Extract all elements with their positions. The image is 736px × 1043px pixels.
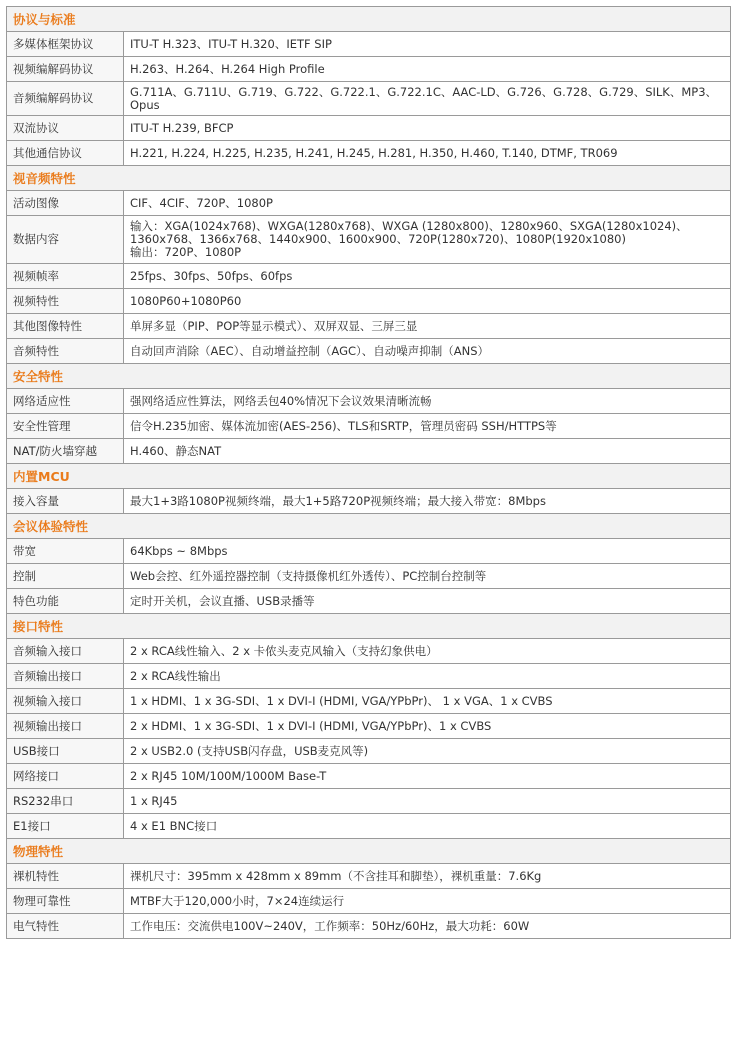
- spec-label: 音频输出接口: [7, 664, 124, 689]
- spec-value: [124, 914, 731, 939]
- spec-value-line: 25fps、30fps、50fps、60fps: [130, 268, 293, 283]
- spec-value: [124, 689, 731, 714]
- spec-value-line: 2 x USB2.0 (支持USB闪存盘，USB麦克风等): [130, 743, 369, 758]
- spec-value-line: 1360x768、1366x768、1440x900、1600x900、720P(1280x720)、1080P(1920x1080): [130, 232, 626, 246]
- spec-label: 网络接口: [7, 764, 124, 789]
- spec-label: 视频帧率: [7, 264, 124, 289]
- spec-value: [124, 764, 731, 789]
- spec-value: [124, 116, 731, 141]
- spec-row: [7, 216, 731, 264]
- spec-label: 电气特性: [7, 914, 124, 939]
- spec-value-line: 2 x RCA线性输出: [130, 668, 221, 683]
- spec-label: USB接口: [7, 739, 124, 764]
- spec-label: 音频特性: [7, 339, 124, 364]
- spec-value-line: 2 x RJ45 10M/100M/1000M Base-T: [130, 768, 327, 783]
- spec-value: [124, 389, 731, 414]
- section-header: [7, 166, 731, 191]
- spec-row: [7, 289, 731, 314]
- section-title: 物理特性: [7, 839, 731, 864]
- spec-table-body: [7, 7, 731, 939]
- spec-label: 音频输入接口: [7, 639, 124, 664]
- section-header: [7, 514, 731, 539]
- spec-value-line: H.263、H.264、H.264 High Profile: [130, 61, 325, 76]
- spec-row: [7, 489, 731, 514]
- spec-row: [7, 739, 731, 764]
- spec-value-line: Opus: [130, 97, 160, 112]
- spec-row: [7, 764, 731, 789]
- spec-value: [124, 714, 731, 739]
- spec-value: [124, 314, 731, 339]
- spec-row: [7, 82, 731, 116]
- spec-value: [124, 191, 731, 216]
- spec-value-line: G.711A、G.711U、G.719、G.722、G.722.1、G.722.1C、AAC-LD、G.726、G.728、G.729、SILK、MP3、: [130, 84, 718, 99]
- spec-value: [124, 814, 731, 839]
- section-header: [7, 839, 731, 864]
- spec-value-line: ITU-T H.323、ITU-T H.320、IETF SIP: [130, 36, 332, 51]
- spec-label: 视频输入接口: [7, 689, 124, 714]
- spec-value-line: H.221, H.224, H.225, H.235, H.241, H.245, H.281, H.350, H.460, T.140, DTMF, TR069: [130, 145, 618, 160]
- spec-label: 视频编解码协议: [7, 57, 124, 82]
- section-title: 内置MCU: [7, 464, 731, 489]
- spec-value: [124, 639, 731, 664]
- spec-value-line: CIF、4CIF、720P、1080P: [130, 195, 273, 210]
- spec-value-line: 64Kbps ~ 8Mbps: [130, 543, 228, 558]
- spec-label: 特色功能: [7, 589, 124, 614]
- spec-label: 物理可靠性: [7, 889, 124, 914]
- spec-row: [7, 664, 731, 689]
- spec-label: NAT/防火墙穿越: [7, 439, 124, 464]
- section-title: 安全特性: [7, 364, 731, 389]
- spec-row: [7, 57, 731, 82]
- spec-value-line: 定时开关机，会议直播、USB录播等: [130, 593, 315, 608]
- spec-value-line: 自动回声消除（AEC）、自动增益控制（AGC）、自动噪声抑制（ANS）: [130, 343, 490, 358]
- spec-label: E1接口: [7, 814, 124, 839]
- spec-label: 音频编解码协议: [7, 82, 124, 116]
- spec-value-line: 工作电压：交流供电100V~240V，工作频率：50Hz/60Hz，最大功耗：60W: [130, 918, 530, 933]
- spec-label: 其他图像特性: [7, 314, 124, 339]
- spec-row: [7, 564, 731, 589]
- spec-label: 裸机特性: [7, 864, 124, 889]
- spec-row: [7, 864, 731, 889]
- spec-value-line: 单屏多显（PIP、POP等显示模式）、双屏双显、三屏三显: [130, 318, 418, 333]
- spec-value: [124, 864, 731, 889]
- spec-row: [7, 814, 731, 839]
- spec-value: [124, 664, 731, 689]
- spec-row: [7, 689, 731, 714]
- spec-value-line: 最大1+3路1080P视频终端，最大1+5路720P视频终端；最大接入带宽：8Mbps: [130, 493, 546, 508]
- spec-value-line: 1 x RJ45: [130, 793, 178, 808]
- spec-value: [124, 216, 731, 264]
- spec-value-line: 输入：XGA(1024x768)、WXGA(1280x768)、WXGA (1280x800)、1280x960、SXGA(1280x1024)、: [130, 219, 688, 233]
- spec-row: [7, 914, 731, 939]
- spec-value-line: H.460、静态NAT: [130, 443, 222, 458]
- spec-label: 双流协议: [7, 116, 124, 141]
- spec-row: [7, 539, 731, 564]
- spec-row: [7, 414, 731, 439]
- spec-row: [7, 339, 731, 364]
- section-header: [7, 464, 731, 489]
- section-title: 协议与标准: [7, 7, 731, 32]
- spec-label: 安全性管理: [7, 414, 124, 439]
- spec-label: 视频特性: [7, 289, 124, 314]
- spec-row: [7, 439, 731, 464]
- section-header: [7, 364, 731, 389]
- spec-row: [7, 889, 731, 914]
- spec-row: [7, 389, 731, 414]
- spec-value: [124, 889, 731, 914]
- spec-row: [7, 714, 731, 739]
- spec-row: [7, 639, 731, 664]
- spec-label: 多媒体框架协议: [7, 32, 124, 57]
- spec-label: 视频输出接口: [7, 714, 124, 739]
- spec-value: [124, 141, 731, 166]
- spec-value-line: ITU-T H.239, BFCP: [130, 120, 234, 135]
- spec-row: [7, 264, 731, 289]
- spec-value: [124, 57, 731, 82]
- spec-value-line: MTBF大于120,000小时，7×24连续运行: [130, 893, 345, 908]
- spec-label: 控制: [7, 564, 124, 589]
- spec-row: [7, 314, 731, 339]
- section-title: 会议体验特性: [7, 514, 731, 539]
- spec-value-line: 4 x E1 BNC接口: [130, 818, 218, 833]
- spec-row: [7, 141, 731, 166]
- spec-value: [124, 564, 731, 589]
- spec-row: [7, 789, 731, 814]
- spec-row: [7, 32, 731, 57]
- spec-row: [7, 191, 731, 216]
- spec-value: [124, 82, 731, 116]
- spec-label: RS232串口: [7, 789, 124, 814]
- spec-value-line: Web会控、红外遥控器控制（支持摄像机红外透传）、PC控制台控制等: [130, 568, 487, 583]
- spec-label: 其他通信协议: [7, 141, 124, 166]
- section-header: [7, 614, 731, 639]
- section-title: 视音频特性: [7, 166, 731, 191]
- spec-label: 网络适应性: [7, 389, 124, 414]
- spec-value: [124, 789, 731, 814]
- spec-value: [124, 264, 731, 289]
- spec-value: [124, 339, 731, 364]
- spec-value: [124, 539, 731, 564]
- spec-value: [124, 739, 731, 764]
- spec-value-line: 信令H.235加密、媒体流加密(AES-256)、TLS和SRTP，管理员密码 SSH/HTTPS等: [130, 418, 557, 433]
- spec-row: [7, 116, 731, 141]
- spec-value-line: 裸机尺寸：395mm x 428mm x 89mm（不含挂耳和脚垫），裸机重量：7.6Kg: [130, 868, 542, 883]
- spec-label: 带宽: [7, 539, 124, 564]
- spec-value-line: 1080P60+1080P60: [130, 293, 242, 308]
- spec-label: 接入容量: [7, 489, 124, 514]
- spec-value: [124, 439, 731, 464]
- spec-value: [124, 32, 731, 57]
- spec-value-line: 2 x HDMI、1 x 3G-SDI、1 x DVI-I (HDMI, VGA/YPbPr)、1 x CVBS: [130, 718, 492, 733]
- spec-value: [124, 289, 731, 314]
- section-header: [7, 7, 731, 32]
- spec-value: [124, 589, 731, 614]
- spec-label: 活动图像: [7, 191, 124, 216]
- spec-label: 数据内容: [7, 216, 124, 264]
- section-title: 接口特性: [7, 614, 731, 639]
- spec-value-line: 强网络适应性算法，网络丢包40%情况下会议效果清晰流畅: [130, 393, 432, 408]
- spec-value-line: 1 x HDMI、1 x 3G-SDI、1 x DVI-I (HDMI, VGA/YPbPr)、 1 x VGA、1 x CVBS: [130, 693, 553, 708]
- spec-value-line: 输出：720P、1080P: [130, 245, 242, 259]
- spec-value: [124, 489, 731, 514]
- spec-row: [7, 589, 731, 614]
- spec-value-line: 2 x RCA线性输入、2 x 卡侬头麦克风输入（支持幻象供电）: [130, 643, 438, 658]
- spec-value: [124, 414, 731, 439]
- spec-table: [6, 6, 731, 939]
